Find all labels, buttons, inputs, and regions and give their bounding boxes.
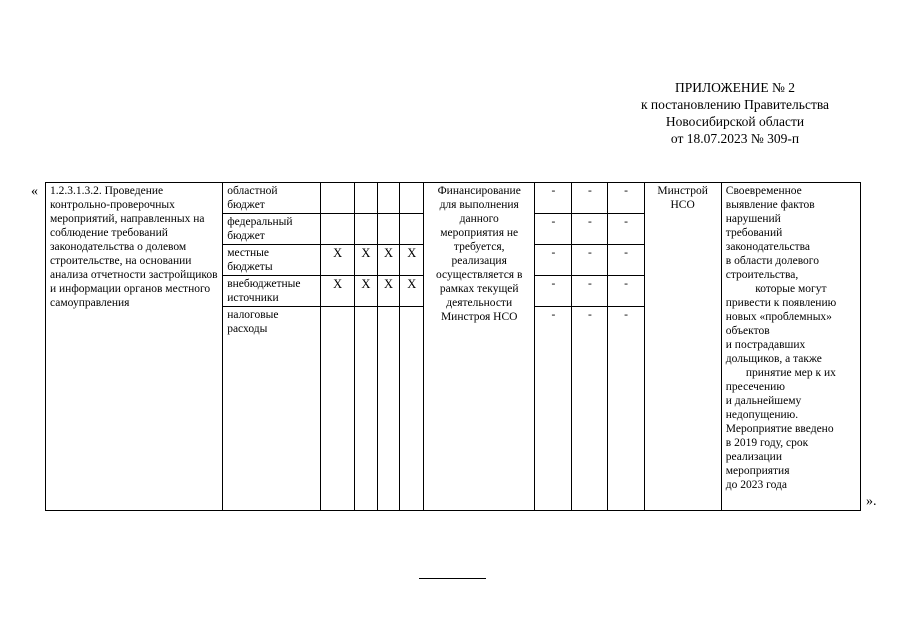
x-mark: X xyxy=(321,276,355,307)
dash-cell: - xyxy=(608,245,644,276)
expected-result-line: законодательства xyxy=(725,241,811,253)
cell-empty xyxy=(377,183,400,214)
x-mark: X xyxy=(321,245,355,276)
cell-empty xyxy=(400,307,424,511)
cell-empty xyxy=(355,183,378,214)
dash-cell: - xyxy=(535,245,572,276)
source-local-budgets: местные бюджеты xyxy=(223,245,321,276)
source-tax-expenditures: налоговые расходы xyxy=(223,307,321,511)
expected-result-line: Своевременное xyxy=(725,185,802,197)
expected-result-line: требований xyxy=(725,227,783,239)
footer-rule xyxy=(419,578,486,579)
expected-result-line: реализации xyxy=(725,451,782,463)
dash-cell: - xyxy=(572,183,608,214)
dash-cell: - xyxy=(572,245,608,276)
dash-cell: - xyxy=(608,214,644,245)
expected-result-line: мероприятия xyxy=(725,465,790,477)
expected-result-line: и дальнейшему xyxy=(725,395,802,407)
expected-result-line: нарушений xyxy=(725,213,781,225)
closing-quote: ». xyxy=(866,494,877,509)
appendix-region: Новосибирской области xyxy=(665,114,805,129)
expected-result-line: дольщиков, а также xyxy=(725,353,822,365)
x-mark: X xyxy=(377,276,400,307)
cell-empty xyxy=(355,214,378,245)
source-regional-budget: областной бюджет xyxy=(223,183,321,214)
opening-quote: « xyxy=(31,184,38,199)
x-mark: X xyxy=(355,245,378,276)
executor: Минстрой НСО xyxy=(644,183,721,511)
x-mark: X xyxy=(400,245,424,276)
dash-cell: - xyxy=(608,307,644,511)
expected-result-line: новых «проблемных» xyxy=(725,311,832,323)
expected-result-line: до 2023 года xyxy=(725,479,787,491)
source-extrabudgetary: внебюджетные источники xyxy=(223,276,321,307)
dash-cell: - xyxy=(572,214,608,245)
appendix-header xyxy=(620,79,850,147)
source-federal-budget: федеральный бюджет xyxy=(223,214,321,245)
cell-empty xyxy=(355,307,378,511)
dash-cell: - xyxy=(535,307,572,511)
x-mark: X xyxy=(377,245,400,276)
expected-result-line: недопущению. xyxy=(725,409,799,421)
expected-result-line: в 2019 году, срок xyxy=(725,437,809,449)
dash-cell: - xyxy=(535,214,572,245)
x-mark: X xyxy=(355,276,378,307)
cell-empty xyxy=(321,214,355,245)
dash-cell: - xyxy=(572,307,608,511)
expected-result-line: выявление фактов xyxy=(725,199,815,211)
expected-result-line: в области долевого xyxy=(725,255,819,267)
expected-result-line: принятие мер к их xyxy=(745,367,836,379)
dash-cell: - xyxy=(535,276,572,307)
cell-empty xyxy=(321,183,355,214)
expected-result xyxy=(721,183,860,511)
expected-result-lines xyxy=(726,184,856,492)
appendix-resolution: к постановлению Правительства xyxy=(640,97,830,112)
dash-cell: - xyxy=(608,276,644,307)
x-mark: X xyxy=(400,276,424,307)
expected-result-line: и пострадавших xyxy=(725,339,806,351)
expected-result-line: которые могут xyxy=(755,283,827,295)
expected-result-line: пресечению xyxy=(725,381,785,393)
expected-result-line: привести к появлению xyxy=(725,297,837,309)
expected-result-line: строительства, xyxy=(725,269,799,281)
dash-cell: - xyxy=(608,183,644,214)
expected-result-line: Мероприятие введено xyxy=(725,423,834,435)
cell-empty xyxy=(400,183,424,214)
cell-empty xyxy=(377,307,400,511)
dash-cell: - xyxy=(535,183,572,214)
expected-result-line: объектов xyxy=(725,325,770,337)
cell-empty xyxy=(321,307,355,511)
measure-table xyxy=(45,182,861,511)
financing-note: Финансирование для выполнения данного мероприятия не требуется, реализация осуществляется в рамках текущей деятельности Минстроя НСО xyxy=(424,183,535,511)
dash-cell: - xyxy=(572,276,608,307)
cell-empty xyxy=(377,214,400,245)
cell-empty xyxy=(400,214,424,245)
appendix-date-number: от 18.07.2023 № 309-п xyxy=(670,131,800,146)
measure-description: 1.2.3.1.3.2. Проведение контрольно-проверочных мероприятий, направленных на соблюдение требований законодательства о долевом строительстве, на основании анализа отчетности застройщиков и информации органов местного самоуправления xyxy=(46,183,223,511)
appendix-title: ПРИЛОЖЕНИЕ № 2 xyxy=(674,80,796,95)
